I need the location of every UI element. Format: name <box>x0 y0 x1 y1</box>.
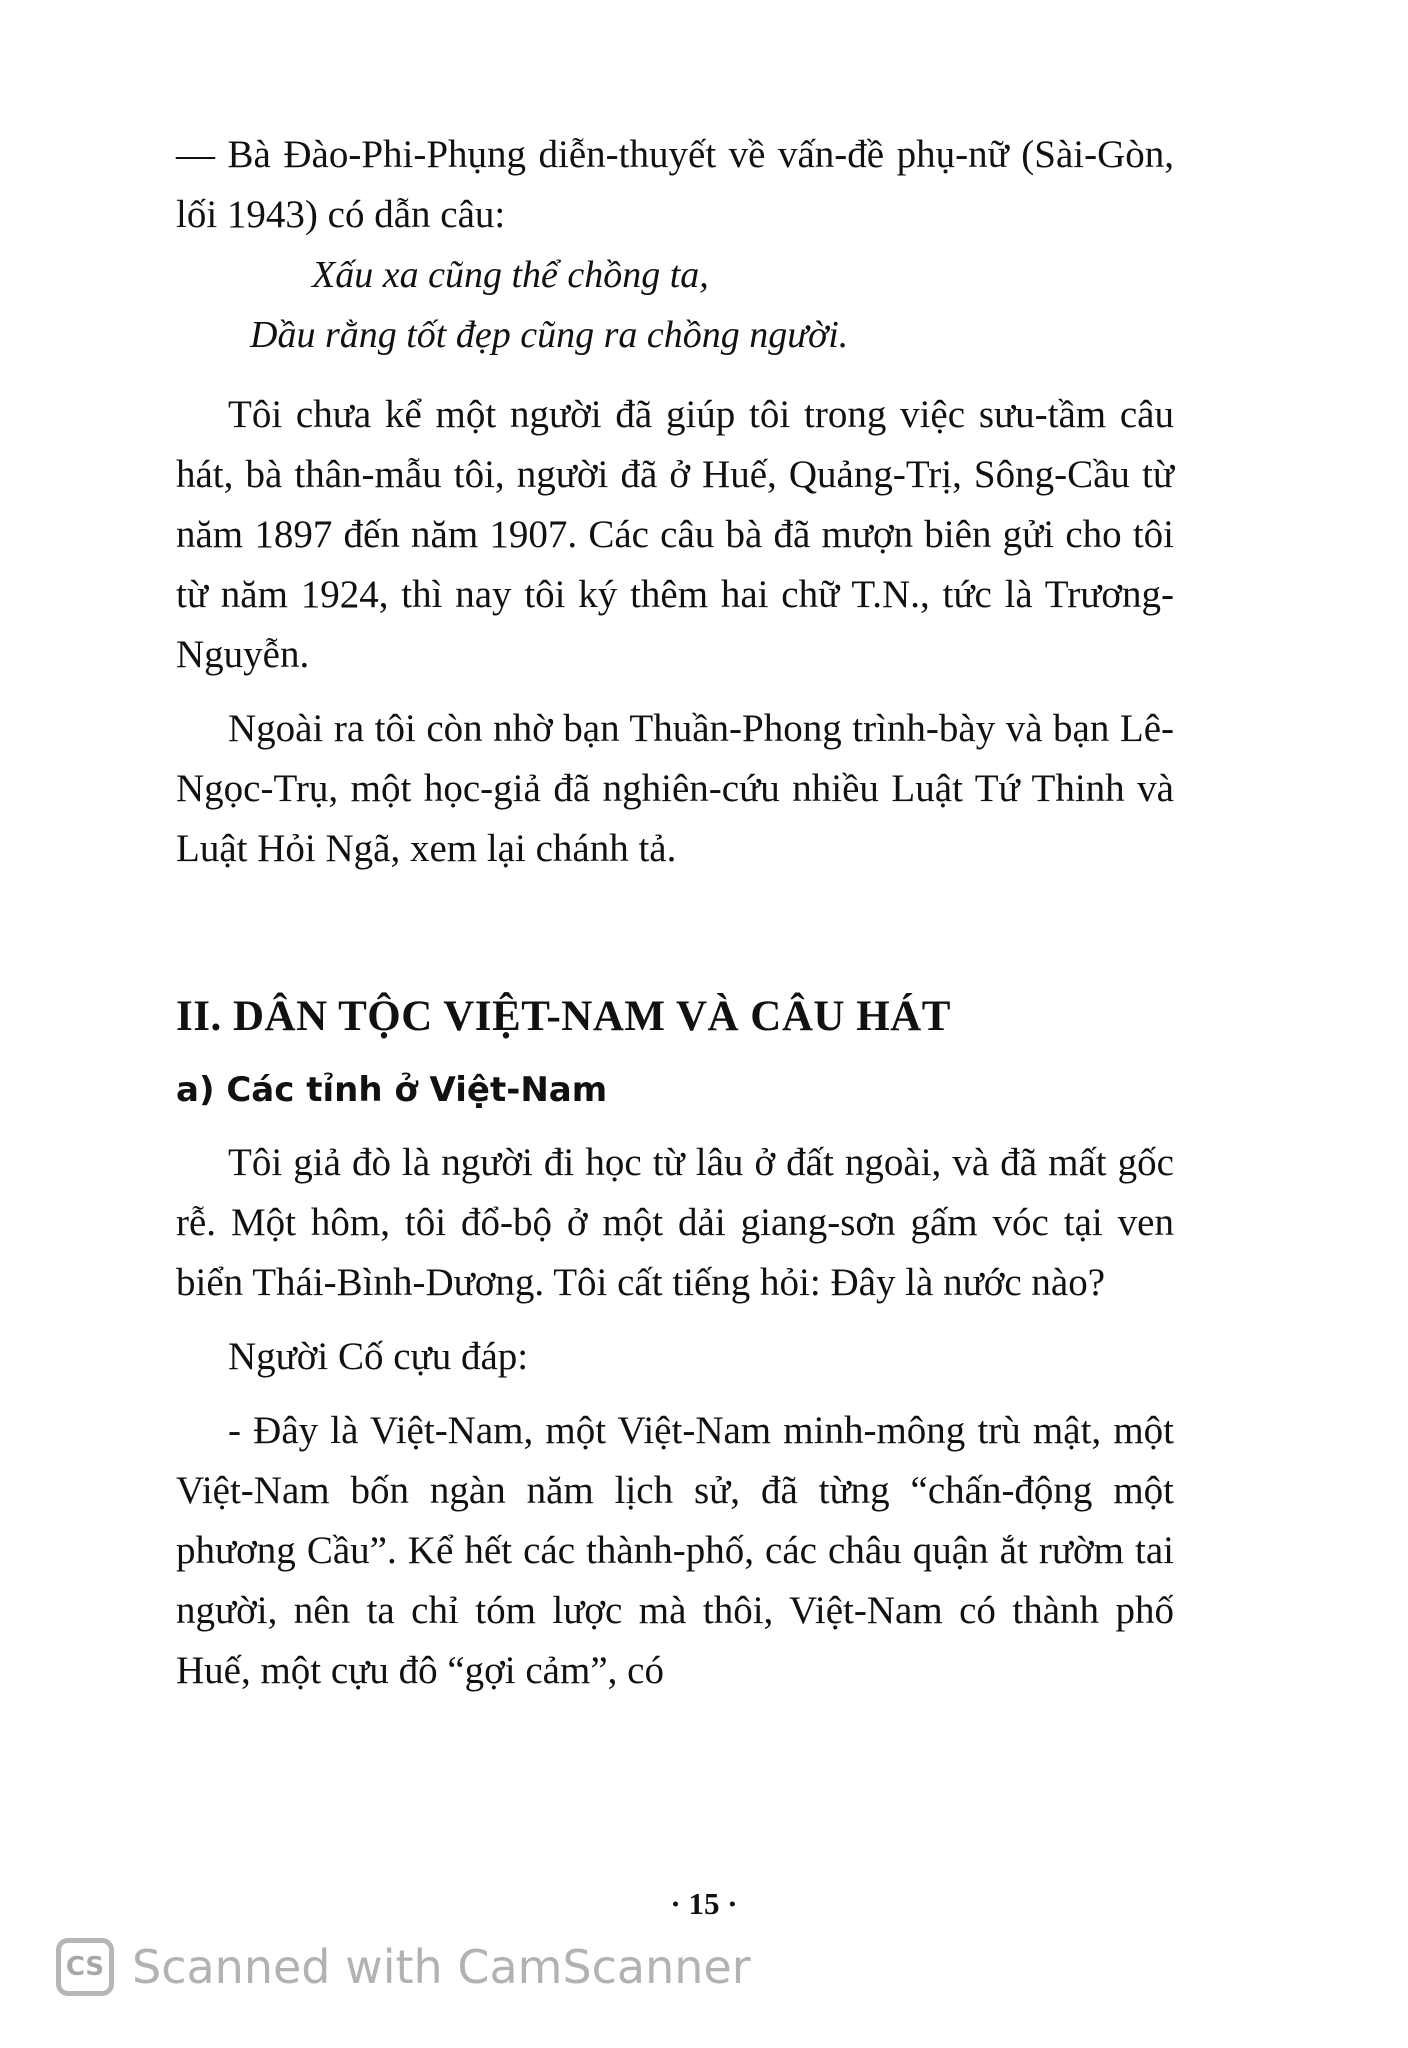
subsection-heading: a) Các tỉnh ở Việt-Nam <box>176 1070 608 1110</box>
book-page <box>176 125 1174 1701</box>
verse-block <box>250 245 1174 365</box>
body-paragraph: - Đây là Việt-Nam, một Việt-Nam minh-mông trù mật, một Việt-Nam bốn ngàn năm lịch sử, đã từng “chấn-động một phương Cầu”. Kể hết các thành-phố, các châu quận ắt rườm tai người, nên ta chỉ tóm lược mà thôi, Việt-Nam có thành phố Huế, một cựu đô “gợi cảm”, có <box>176 1409 1174 1692</box>
watermark-text: Scanned with CamScanner <box>132 1940 751 1994</box>
scanner-watermark <box>56 1934 751 2000</box>
body-paragraph: Tôi giả đò là người đi học từ lâu ở đất ngoài, và đã mất gốc rễ. Một hôm, tôi đổ-bộ ở một dải giang-sơn gấm vóc tại ven biển Thái-Bình-Dương. Tôi cất tiếng hỏi: Đây là nước nào? <box>176 1141 1174 1304</box>
citation-paragraph: — Bà Đào-Phi-Phụng diễn-thuyết về vấn-đề phụ-nữ (Sài-Gòn, lối 1943) có dẫn câu: <box>176 133 1174 236</box>
page-number: · 15 · <box>670 1886 738 1921</box>
body-paragraph: Tôi chưa kể một người đã giúp tôi trong việc sưu-tầm câu hát, bà thân-mẫu tôi, người đã ở Huế, Quảng-Trị, Sông-Cầu từ năm 1897 đến năm 1907. Các câu bà đã mượn biên gửi cho tôi từ năm 1924, thì nay tôi ký thêm hai chữ T.N., tức là Trương-Nguyễn. <box>176 393 1174 676</box>
verse-line: Dầu rằng tốt đẹp cũng ra chồng người. <box>250 314 849 356</box>
body-paragraph: Ngoài ra tôi còn nhờ bạn Thuần-Phong trình-bày và bạn Lê-Ngọc-Trụ, một học-giả đã nghiên-cứu nhiều Luật Tứ Thinh và Luật Hỏi Ngã, xem lại chánh tả. <box>176 707 1174 870</box>
verse-line: Xấu xa cũng thể chồng ta, <box>312 254 709 296</box>
section-heading: II. DÂN TỘC VIỆT-NAM VÀ CÂU HÁT <box>176 993 951 1040</box>
camscanner-logo-icon: CS <box>56 1938 114 1996</box>
body-paragraph: Người Cố cựu đáp: <box>228 1335 529 1378</box>
